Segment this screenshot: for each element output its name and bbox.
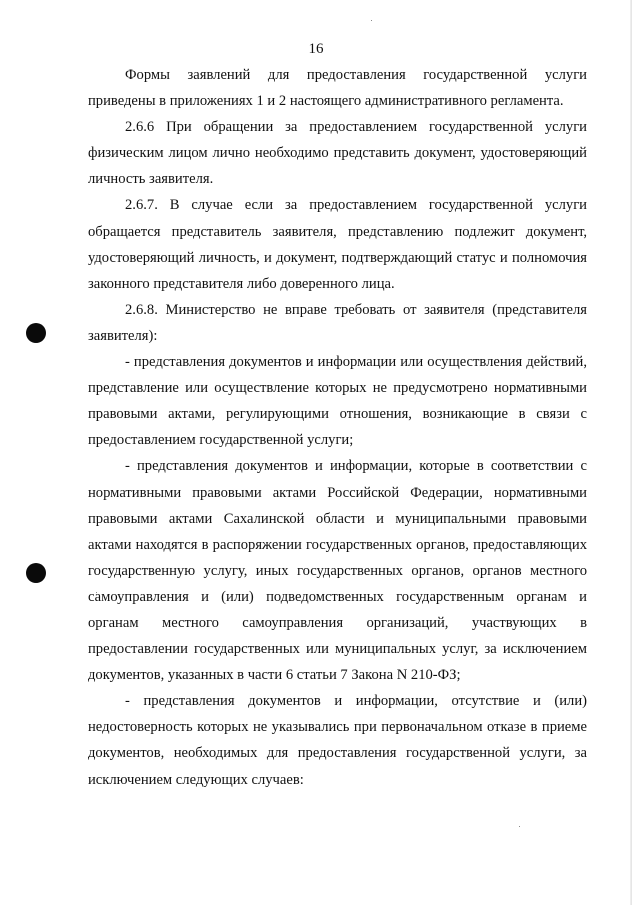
paragraph-2-6-7: 2.6.7. В случае если за предоставлением государственной услуги обращается представитель заявителя, представлению подлежит документ, удостоверяющий личность, и документ, подтверждающий статус и полномочия законного представителя либо доверенного лица. (88, 197, 587, 292)
paragraph-application-forms: Формы заявлений для предоставления государственной услуги приведены в приложениях 1 и 2 настоящего административного регламента. (88, 67, 587, 110)
paragraph-2-6-8: 2.6.8. Министерство не вправе требовать от заявителя (представителя заявителя): (88, 301, 587, 344)
punch-hole-mark (26, 563, 46, 583)
list-item-held-by-authorities: - представления документов и информации, которые в соответствии с нормативными правовыми актами Российской Федерации, нормативными правовыми актами Сахалинской области и муниципальными правовыми актами находятся в распоряжении государственных органов, предоставляющих государственную услугу, иных государственных органов, органов местного самоуправления и (или) подведомственных государственным органам и органам местного самоуправления организаций, участвующих в предоставлении государственных или муниципальных услуг, за исключением документов, указанных в части 6 статьи 7 Закона N 210-ФЗ; (88, 458, 587, 684)
list-item-not-required-by-acts: - представления документов и информации или осуществления действий, представление или осуществление которых не предусмотрено нормативными правовыми актами, регулирующими отношения, возникающие в связи с предоставлением государственной услуги; (88, 354, 587, 449)
punch-hole-mark (26, 323, 46, 343)
document-body (88, 62, 587, 793)
paragraph-2-6-6: 2.6.6 При обращении за предоставлением государственной услуги физическим лицом лично необходимо представить документ, удостоверяющий личность заявителя. (88, 119, 587, 188)
scan-speck (371, 20, 372, 21)
page-number: 16 (308, 41, 324, 57)
list-item-not-indicated-at-refusal: - представления документов и информации, отсутствие и (или) недостоверность которых не указывались при первоначальном отказе в приеме документов, необходимых для предоставления государственной услуги, за исключением следующих случаев: (88, 693, 587, 788)
scan-speck (519, 826, 520, 827)
